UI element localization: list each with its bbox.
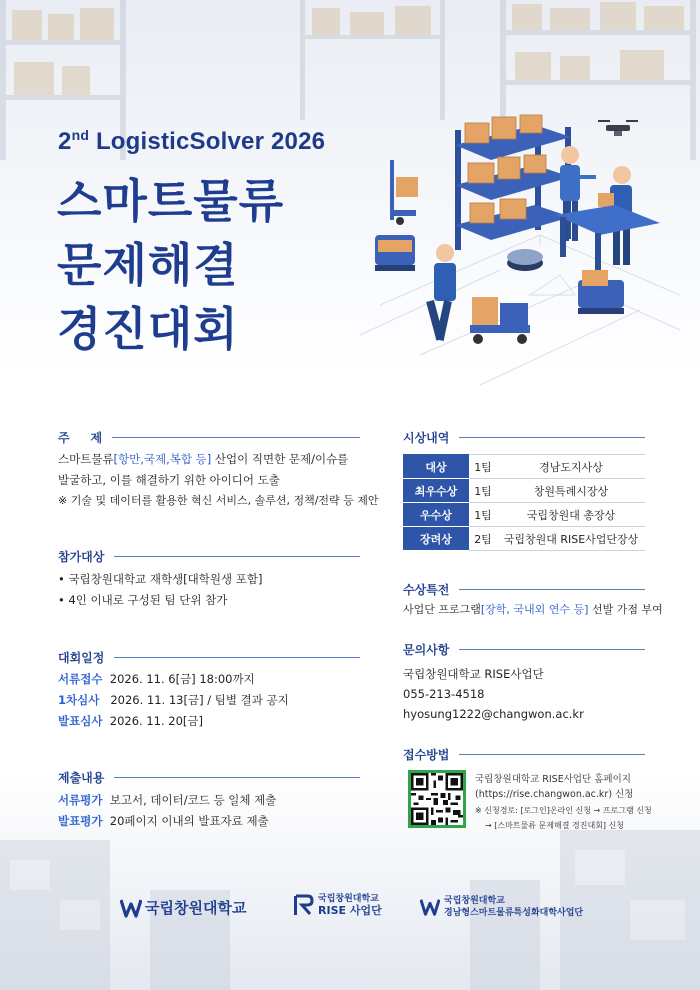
robot-vacuum [507,249,543,271]
main-title-line-3: 경진대회 [57,302,239,356]
award-prize: 경남도지사상 [497,455,645,479]
main-title-line-1: 스마트물류 [57,174,285,228]
award-prize: 창원특례시장상 [497,479,645,503]
agv-robot-right [578,270,624,314]
drone-icon [598,120,638,136]
shelf-rack [455,115,571,250]
table-row [403,455,645,479]
university-emblem-icon [120,898,142,918]
awards-table [403,454,645,551]
table-row [403,479,645,503]
apply-line-2[interactable]: (https://rise.changwon.ac.kr) 신청 [475,789,634,800]
logistics-illustration [360,105,680,395]
main-title-line-2: 문제해결 [57,238,239,292]
worker-pushing-cart [426,244,456,341]
section-submission-header: 제출내용 [58,768,360,786]
program-emblem-icon [420,897,440,917]
schedule-row: 발표심사 2026. 11. 20[금] [58,714,203,728]
section-schedule-header: 대회일정 [58,648,360,666]
award-count: 1팀 [469,503,497,527]
logo-smart-logistics-program: 국립창원대학교 경남형스마트물류특성화대학사업단 [420,895,583,919]
apply-line-1: 국립창원대학교 RISE사업단 홈페이지 [475,774,631,785]
award-rank: 대상 [403,455,469,479]
submission-row: 발표평가 20페이지 이내의 발표자료 제출 [58,814,269,828]
contact-email[interactable]: hyosung1222@changwon.ac.kr [403,707,584,721]
section-benefits-header: 수상특전 [403,580,645,598]
contact-phone: 055-213-4518 [403,687,485,701]
table-row [403,503,645,527]
award-prize: 국립창원대 RISE사업단장상 [497,527,645,551]
trolley-cart [470,297,530,344]
section-awards-header: 시상내역 [403,428,645,446]
eligibility-item: • 국립창원대학교 재학생[대학원생 포함] [58,572,263,586]
award-rank: 장려상 [403,527,469,551]
rise-emblem-icon [292,893,314,917]
section-contact-header: 문의사항 [403,640,645,658]
eligibility-item: • 4인 이내로 구성된 팀 단위 참가 [58,593,228,607]
contact-org: 국립창원대학교 RISE사업단 [403,667,544,681]
submission-row: 서류평가 보고서, 데이터/코드 등 일체 제출 [58,793,277,807]
benefits-text: 사업단 프로그램[장학, 국내외 연수 등] 선발 가점 부여 [403,603,663,616]
theme-line-2: 발굴하고, 이를 해결하기 위한 아이디어 도출 [58,473,280,487]
section-apply-header: 접수방법 [403,745,645,763]
apply-line-3: ※ 신청경로: [로그인]온라인 신청 → 프로그램 신청 [475,806,652,815]
qr-code[interactable] [408,770,466,828]
table-row [403,527,645,551]
theme-note: ※ 기술 및 데이터를 활용한 혁신 서비스, 솔루션, 정책/전략 등 제안 [58,494,379,507]
schedule-row: 1차심사 2026. 11. 13[금] / 팀별 결과 공지 [58,693,289,707]
agv-robot-left [375,235,415,271]
hand-truck [390,160,418,225]
logo-changwon-university: 국립창원대학교 [120,897,246,918]
section-eligibility-header: 참가대상 [58,547,360,565]
award-count: 1팀 [469,455,497,479]
award-rank: 우수상 [403,503,469,527]
award-count: 2팀 [469,527,497,551]
award-prize: 국립창원대 총장상 [497,503,645,527]
logo-rise: 국립창원대학교 RISE 사업단 [292,893,382,917]
apply-line-4: → [스마트물류 문제해결 경진대회] 신청 [485,821,625,830]
schedule-row: 서류접수 2026. 11. 6[금] 18:00까지 [58,672,255,686]
theme-line-1: 스마트물류[항만,국제,복합 등] 산업이 직면한 문제/이슈를 [58,452,349,466]
award-count: 1팀 [469,479,497,503]
award-rank: 최우수상 [403,479,469,503]
edition-title: 2nd LogisticSolver 2026 [58,127,326,155]
section-theme-header: 주 제 [58,428,360,446]
